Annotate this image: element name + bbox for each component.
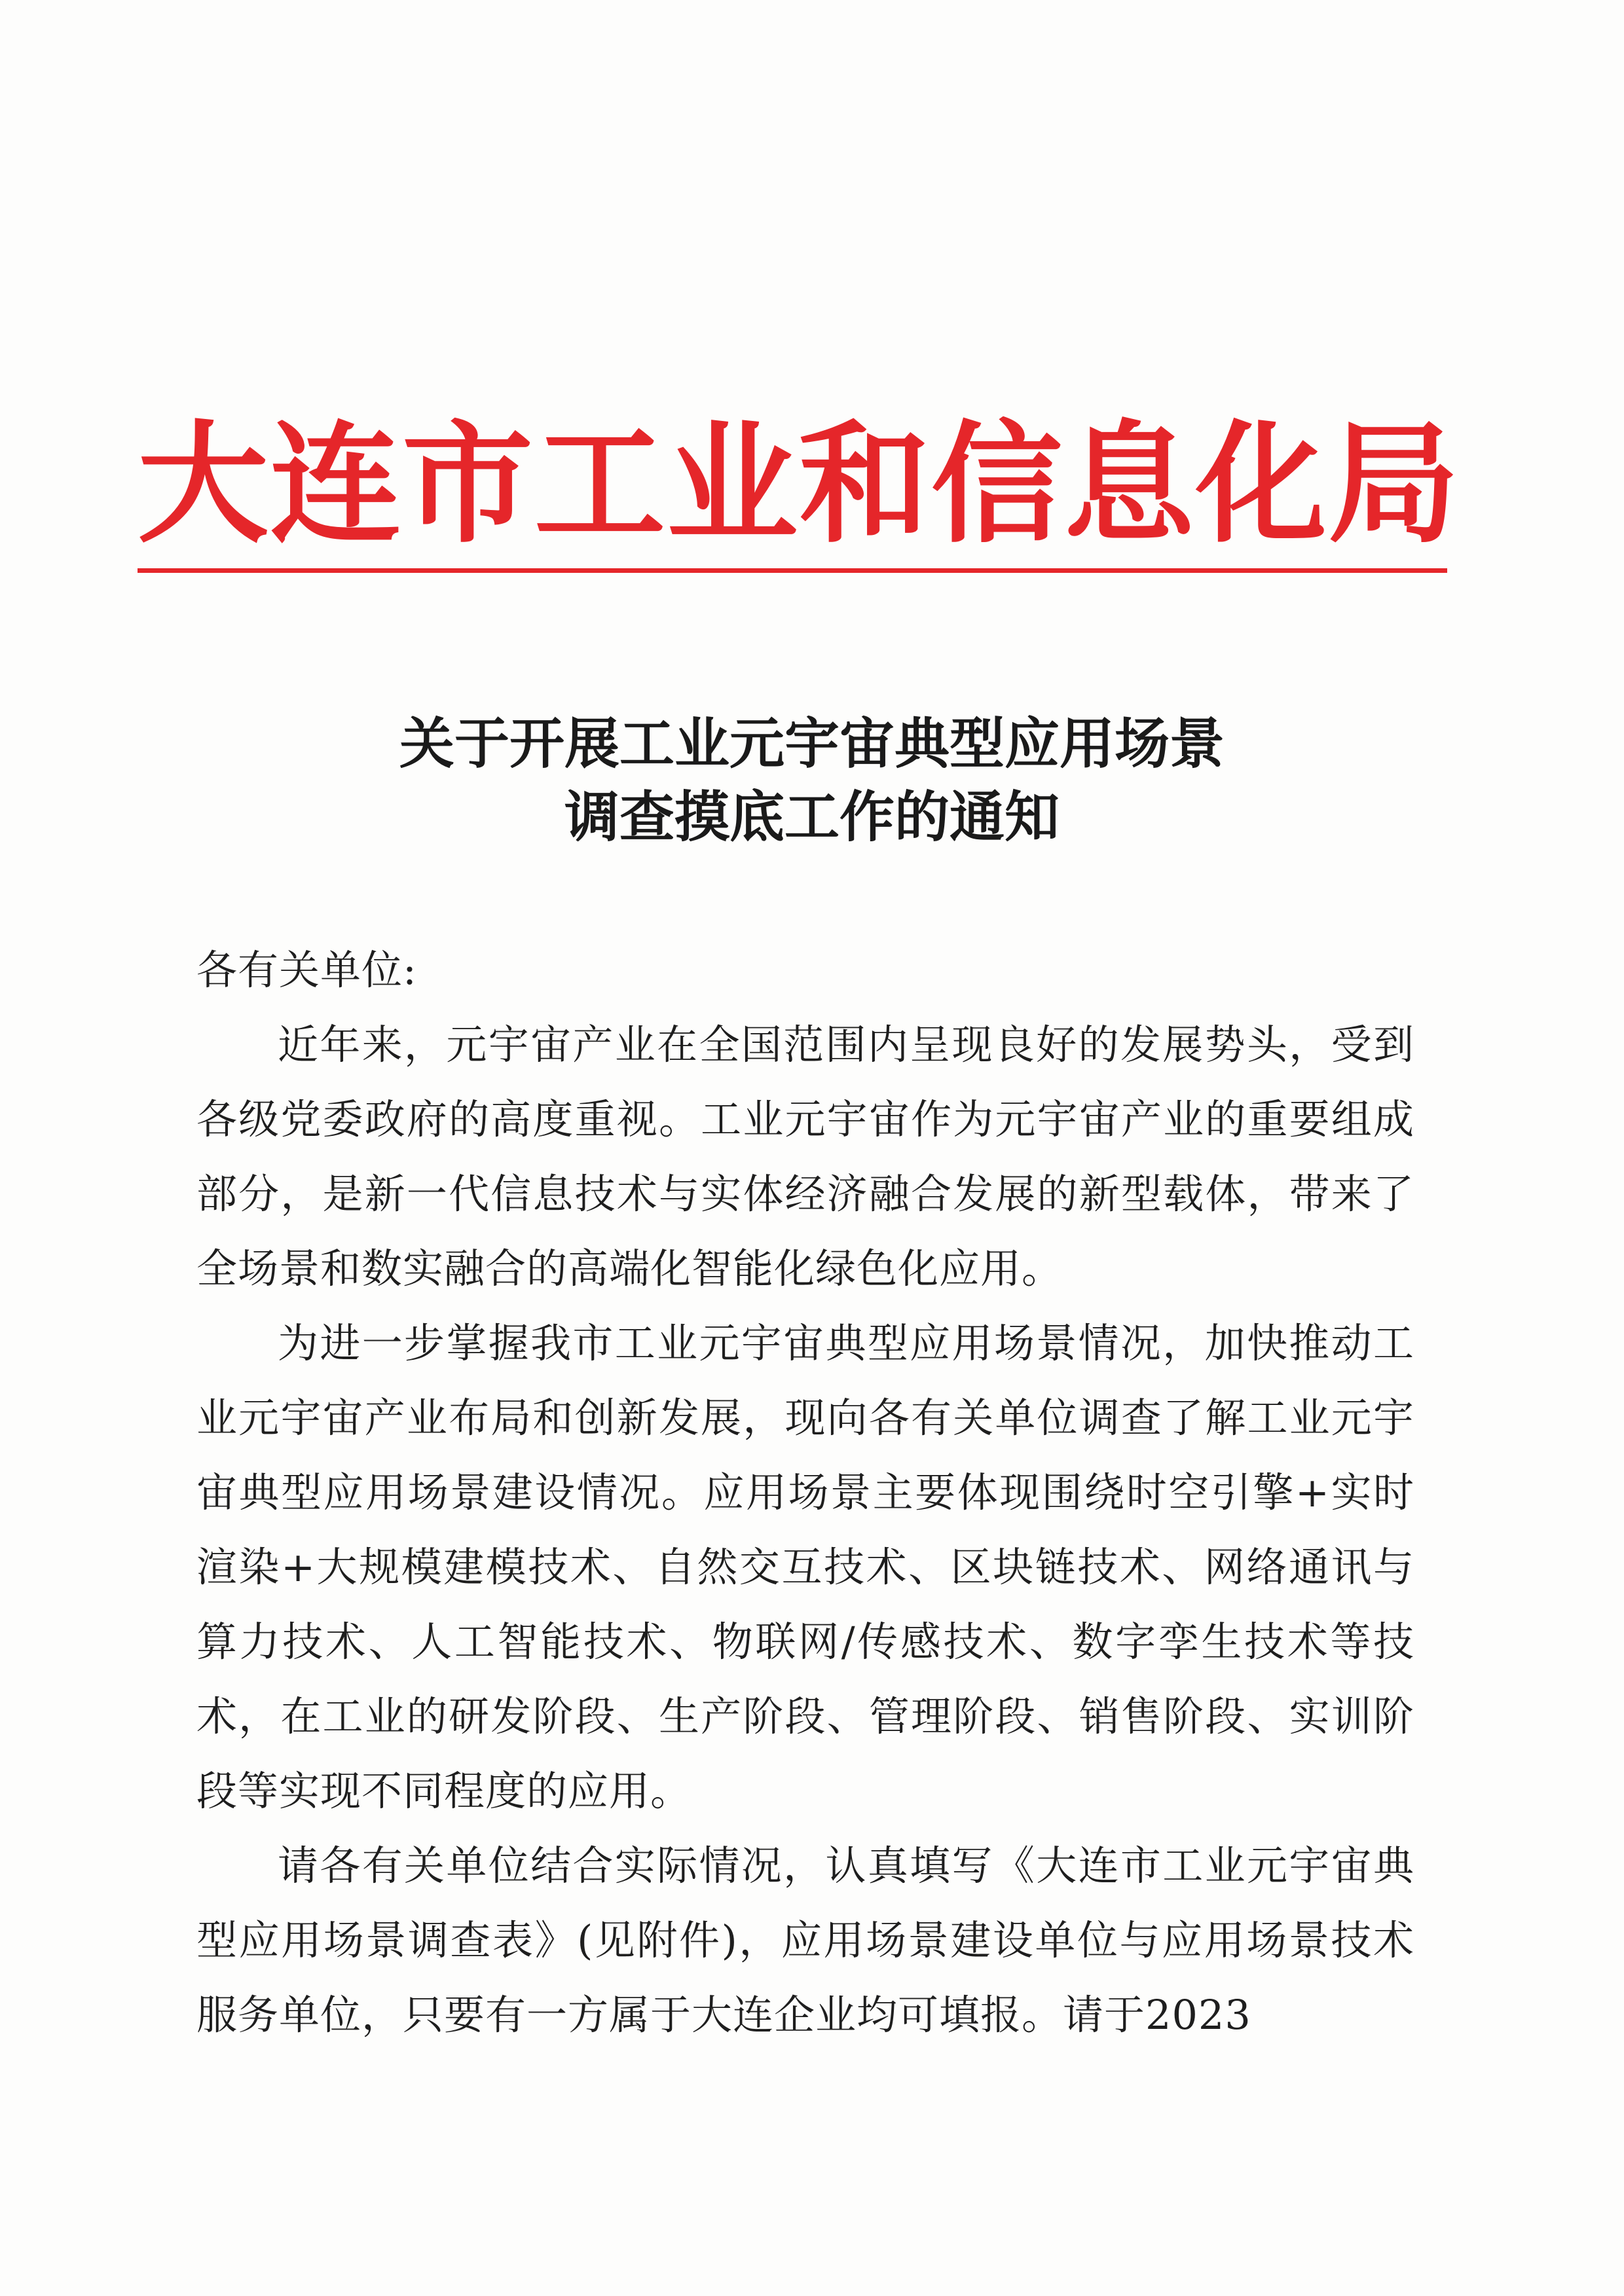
paragraph-2: 为进一步掌握我市工业元宇宙典型应用场景情况，加快推动工业元宇宙产业布局和创新发展，现向各有关单位调查了解工业元宇宙典型应用场景建设情况。应用场景主要体现围绕时空引擎+实时渲染+大规模建模技术、自然交互技术、区块链技术、网络通讯与算力技术、人工智能技术、物联网/传感技术、数字孪生技术等技术，在工业的研发阶段、生产阶段、管理阶段、销售阶段、实训阶段等实现不同程度的应用。 [196, 1319, 1414, 1815]
document-title-line-1: 关于开展工业元宇宙典型应用场景 [399, 711, 1225, 776]
document-title-line-2: 调查摸底工作的通知 [564, 784, 1060, 849]
salutation: 各有关单位: [196, 946, 417, 994]
document-title [196, 707, 1428, 854]
paragraph-3: 请各有关单位结合实际情况，认真填写《大连市工业元宇宙典型应用场景调查表》(见附件)，应用场景建设单位与应用场景技术服务单位，只要有一方属于大连企业均可填报。请于2023 [196, 1842, 1414, 2039]
document-body [196, 933, 1414, 2052]
paragraph-1: 近年来，元宇宙产业在全国范围内呈现良好的发展势头，受到各级党委政府的高度重视。工业元宇宙作为元宇宙产业的重要组成部分，是新一代信息技术与实体经济融合发展的新型载体，带来了全场景和数实融合的高端化智能化绿色化应用。 [196, 1021, 1414, 1292]
letterhead-red-rule [138, 568, 1447, 573]
letterhead-org-name: 大连市工业和信息化局 [138, 407, 1461, 561]
